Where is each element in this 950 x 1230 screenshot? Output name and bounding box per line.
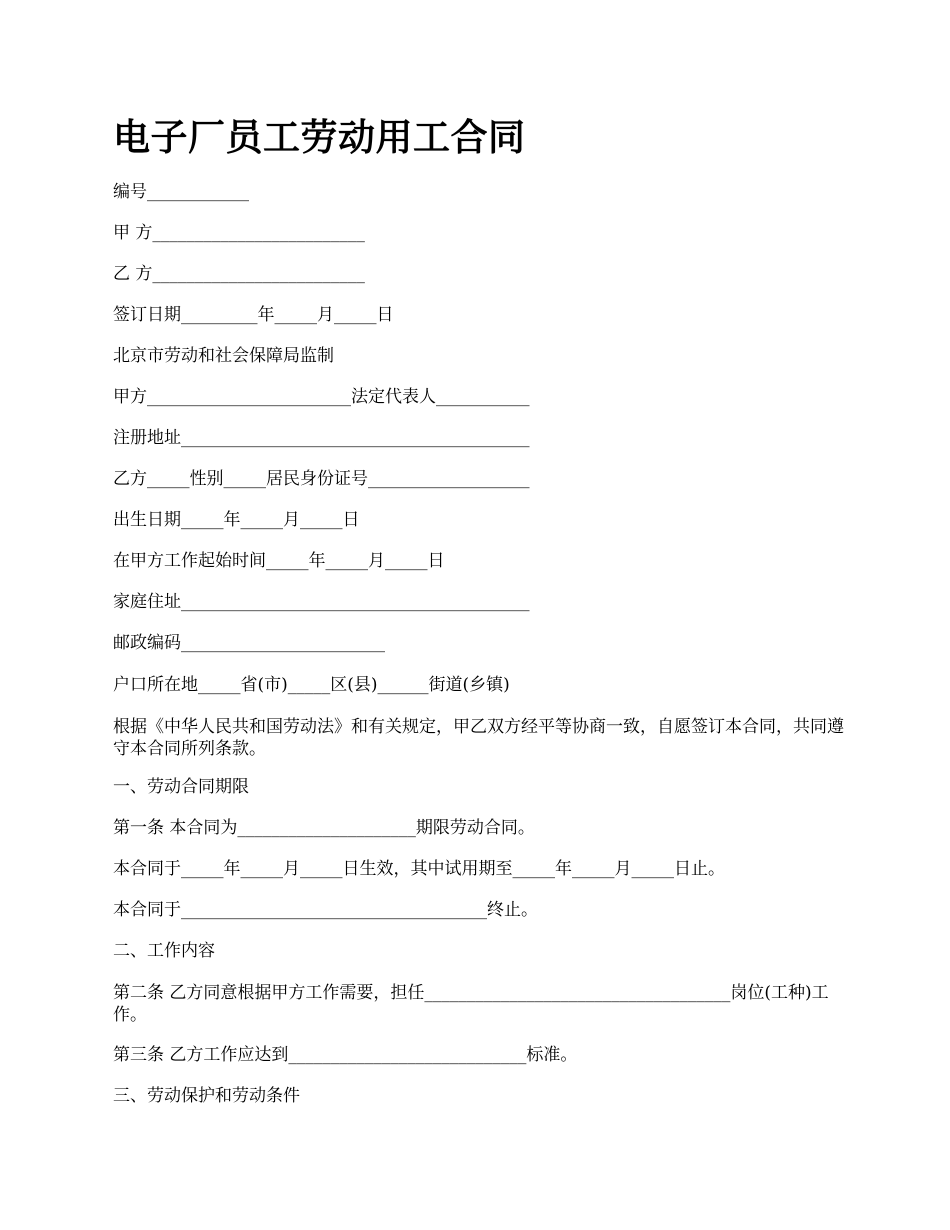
home-address-line: 家庭住址_________________________________________: [113, 592, 530, 612]
effective-date-line: 本合同于_____年_____月_____日生效，其中试用期至_____年_____月_____日止。: [113, 859, 725, 879]
article-1-line: 第一条 本合同为_____________________期限劳动合同。: [113, 818, 535, 838]
party-a-representative-line: 甲方________________________法定代表人___________: [113, 387, 530, 407]
household-registration-line: 户口所在地_____省(市)_____区(县)______街道(乡镇): [113, 675, 510, 695]
work-start-date-line: 在甲方工作起始时间_____年_____月_____日: [113, 551, 445, 571]
postal-code-line: 邮政编码________________________: [113, 633, 385, 653]
signing-date-line: 签订日期_________年_____月_____日: [113, 305, 394, 325]
page-title: 电子厂员工劳动用工合同: [113, 115, 526, 159]
article-3-line: 第三条 乙方工作应达到____________________________标准。: [113, 1045, 578, 1065]
party-a-line: 甲 方_________________________: [113, 223, 365, 243]
party-b-line: 乙 方_________________________: [113, 264, 365, 284]
section-heading-work-content: 二、工作内容: [113, 941, 215, 961]
section-heading-term: 一、劳动合同期限: [113, 777, 249, 797]
termination-line: 本合同于____________________________________终止。: [113, 900, 538, 920]
registered-address-line: 注册地址_________________________________________: [113, 428, 530, 448]
contract-number-line: 编号____________: [113, 182, 249, 202]
section-heading-labor-protection: 三、劳动保护和劳动条件: [113, 1086, 300, 1106]
article-2-paragraph: 第二条 乙方同意根据甲方工作需要，担任____________________________________岗位(工种)工作。: [113, 983, 829, 1025]
preamble-paragraph: 根据《中华人民共和国劳动法》和有关规定，甲乙双方经平等协商一致，自愿签订本合同，共同遵守本合同所列条款。: [113, 717, 844, 759]
party-b-identity-line: 乙方_____性别_____居民身份证号___________________: [113, 469, 530, 489]
birth-date-line: 出生日期_____年_____月_____日: [113, 510, 360, 530]
supervisor-line: 北京市劳动和社会保障局监制: [113, 346, 334, 366]
